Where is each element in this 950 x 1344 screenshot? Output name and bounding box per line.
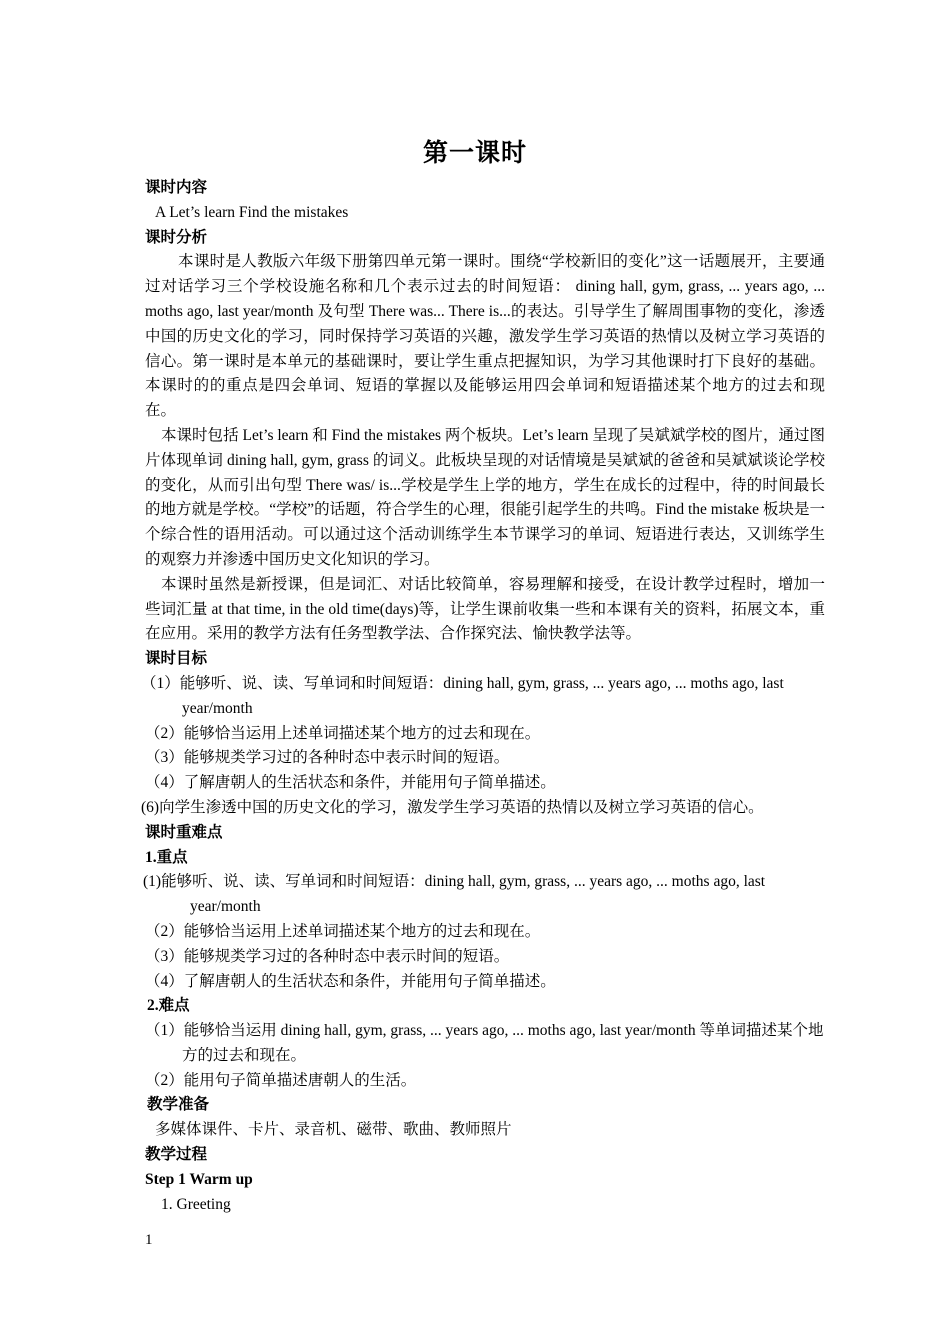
analysis-paragraph-3: 本课时虽然是新授课，但是词汇、对话比较简单，容易理解和接受，在设计教学过程时，增加一些词汇量 at that time, in the old time(days)等，让学生课前收集一些和本课有关的资料，拓展文本，重在应用。采用的教学方法有任务型教学法、合作探究法、愉快教学法等。	[145, 575, 825, 643]
subheading-key-points: 1.重点	[145, 848, 188, 866]
key-point-item: (1)能够听、说、读、写单词和时间短语：dining hall, gym, grass, ... years ago, ... moths ago, last year/month	[143, 873, 766, 916]
analysis-paragraph-2: 本课时包括 Let’s learn 和 Find the mistakes 两个板块。Let’s learn 呈现了吴斌斌学校的图片，通过图片体现单词 dining hall, gym, grass 的词义。此板块呈现的对话情境是吴斌斌的爸爸和吴斌斌谈论学校的变化，从而引出句型 There was/ is...学校是学生上学的地方，学生在成长的过程中，待的时间最长的地方就是学校。“学校”的话题，符合学生的心理，很能引起学生的共鸣。Find the mistake 板块是一个综合性的语用活动。可以通过这个活动训练学生本节课学习的单词、短语进行表达，又训练学生的观察力并渗透中国历史文化知识的学习。	[145, 426, 825, 568]
step1-heading: Step 1 Warm up	[145, 1170, 253, 1188]
section-heading-goals: 课时目标	[145, 650, 208, 668]
page-title: 第一课时	[422, 140, 527, 167]
goal-item: （3）能够规类学习过的各种时态中表示时间的短语。	[145, 749, 510, 767]
section-heading-content: 课时内容	[145, 179, 208, 196]
section-heading-key: 课时重难点	[145, 823, 223, 841]
content-text: A Let’s learn Find the mistakes	[155, 203, 349, 221]
difficult-point-item: （2）能用句子简单描述唐朝人的生活。	[145, 1071, 417, 1089]
goal-item: (6)向学生渗透中国的历史文化的学习，激发学生学习英语的热情以及树立学习英语的信心。	[141, 798, 764, 816]
key-point-item: （4）了解唐朝人的生活状态和条件，并能用句子简单描述。	[145, 972, 556, 990]
key-point-item: （3）能够规类学习过的各种时态中表示时间的短语。	[145, 947, 510, 965]
analysis-paragraph-1: 本课时是人教版六年级下册第四单元第一课时。围绕“学校新旧的变化”这一话题展开，主要通过对话学习三个学校设施名称和几个表示过去的时间短语： dining hall, gym, grass, ... years ago, ... moths ago, last year/month 及句型 There was... There is...的表达。引导学生了解周围事物的变化，渗透中国的历史文化的学习，同时保持学习英语的兴趣，激发学生学习英语的热情以及树立学习英语的信心。第一课时是本单元的基础课时，要让学生重点把握知识，为学习其他课时打下良好的基础。本课时的的重点是四会单词、短语的掌握以及能够运用四会单词和短语描述某个地方的过去和现在。	[145, 253, 825, 420]
goal-item: （2）能够恰当运用上述单词描述某个地方的过去和现在。	[145, 724, 541, 742]
key-point-item: （2）能够恰当运用上述单词描述某个地方的过去和现在。	[145, 922, 541, 940]
prep-text: 多媒体课件、卡片、录音机、磁带、歌曲、教师照片	[155, 1121, 512, 1139]
goal-item: （4）了解唐朝人的生活状态和条件，并能用句子简单描述。	[145, 774, 556, 792]
goal-item: （1）能够听、说、读、写单词和时间短语：dining hall, gym, grass, ... years ago, ... moths ago, last year/month	[141, 674, 784, 717]
section-heading-prep: 教学准备	[147, 1096, 210, 1114]
subheading-difficult-points: 2.难点	[147, 997, 190, 1015]
section-heading-process: 教学过程	[145, 1146, 208, 1164]
page-number: 1	[145, 1232, 153, 1248]
document-body	[141, 176, 825, 1217]
step1-item: 1. Greeting	[161, 1195, 231, 1213]
section-heading-analysis: 课时分析	[145, 228, 208, 246]
difficult-point-item: （1）能够恰当运用 dining hall, gym, grass, ... years ago, ... moths ago, last year/month 等单词描述某个地方的过去和现在。	[145, 1022, 824, 1064]
